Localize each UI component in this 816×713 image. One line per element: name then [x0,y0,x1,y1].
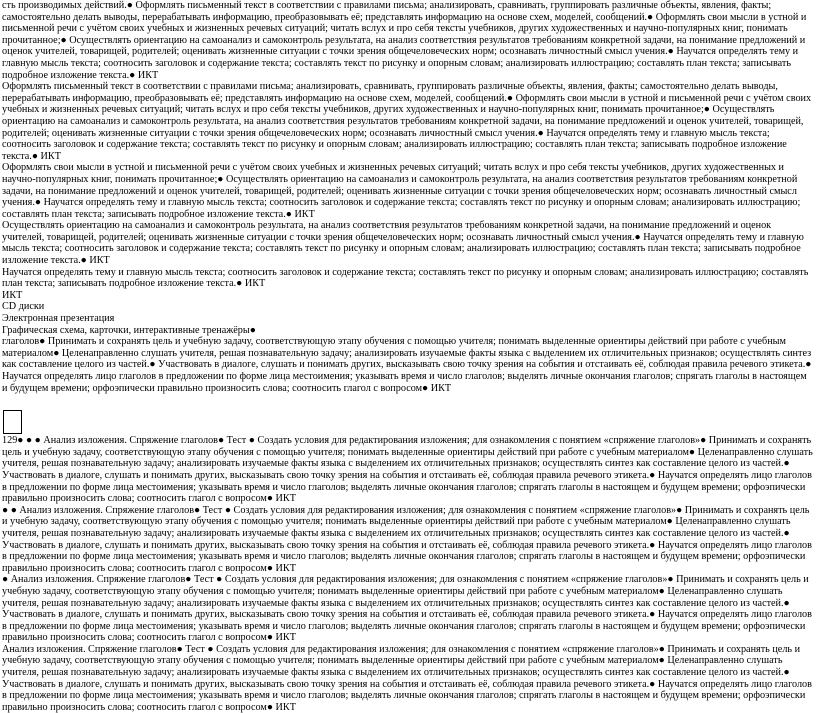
resource-cd-disks: CD диски [2,301,45,313]
text-block-results-5: Научатся определять тему и главную мысль текста; соотносить заголовок и содержание текста; составлять текст по рисунку и опорным словам; анализировать иллюстрацию; составлять план текста; записывать подробное изложение текста.● ИКТ [2,266,809,290]
text-block-lesson-129: 129● ● ● Анализ изложения. Спряжение глаголов● Тест ● Создать условия для редактирования изложения; для ознакомления с понятием «спряжение глаголов»● Принимать и сохранять цель и учебную задачу, соответствующую этапу обучения с помощью учителя; понимать выделенные ориентиры действий при работе с учебным материалом● Целенаправленно слушать учителя, решая познавательную задачу; анализировать изучаемые факты языка с выделением их отличительных признаков; осуществлять синтез как составление целого из частей.● Участвовать в диалоге, слушать и понимать других, высказывать свою точку зрения на события и отстаивать её, соблюдая правила речевого этикета.● Научатся определять лицо глаголов в предложении по форме лица местоимения; указывать время и число глаголов; выделять личные окончания глаголов; спрягать глаголы в настоящем и будущем времени; орфоэпически правильно произносить слова; соотносить глагол с вопросом● ИКТ [2,435,813,505]
resource-graphic-scheme: Графическая схема, карточки, интерактивные тренажёры● [2,324,256,336]
text-block-results-1: сть производимых действий.● Оформлять письменный текст в соответствии с правилами письма; анализировать, сравнивать, группировать различные объекты, явления, факты; самостоятельно делать выводы, перерабатывать информацию, преобразовывать её; представлять информацию на основе схем, моделей, сообщений.● Оформлять свои мысли в устной и письменной речи с учётом своих учебных и жизненных речевых ситуаций; читать вслух и про себя тексты учебников, других художественных и научно-популярных книг, понимать прочитанное;● Осуществлять ориентацию на самоанализ и самоконтроль результата, на анализ соответствия результатов требованиям конкретной задачи, на понимание предложений и оценок учителей, товарищей, родителей; оценивать жизненные ситуации с точки зрения общечеловеческих норм; осознавать личностный смысл учения.● Научатся определять тему и главную мысль текста; соотносить заголовок и содержание текста; составлять текст по рисунку и опорным словам; анализировать иллюстрацию; составлять план текста; записывать подробное изложение текста.● ИКТ [2,0,807,81]
text-block-results-4: Осуществлять ориентацию на самоанализ и самоконтроль результата, на анализ соответствия результатов требованиям конкретной задачи, на понимание предложений и оценок учителей, товарищей, родителей; оценивать жизненные ситуации с точки зрения общечеловеческих норм; осознавать личностный смысл учения.● Научатся определять тему и главную мысль текста; соотносить заголовок и содержание текста; составлять текст по рисунку и опорным словам; анализировать иллюстрацию; составлять план текста; записывать подробное изложение текста.● ИКТ [2,220,804,267]
text-block-results-3: Оформлять свои мысли в устной и письменной речи с учётом своих учебных и жизненных речевых ситуаций; читать вслух и про себя тексты учебников, других художественных и научно-популярных книг, понимать прочитанное;● Осуществлять ориентацию на самоанализ и самоконтроль результата, на анализ соответствия результатов требованиям конкретной задачи, на понимание предложений и оценок учителей, товарищей, родителей; оценивать жизненные ситуации с точки зрения общечеловеческих норм; осознавать личностный смысл учения.● Научатся определять тему и главную мысль текста; соотносить заголовок и содержание текста; составлять текст по рисунку и опорным словам; анализировать иллюстрацию; составлять план текста; записывать подробное изложение текста.● ИКТ [2,162,801,220]
text-block-verbs: глаголов● Принимать и сохранять цель и учебную задачу, соответствующую этапу обучения с помощью учителя; понимать выделенные ориентиры действий при работе с учебным материалом● Целенаправленно слушать учителя, решая познавательную задачу; анализировать изучаемые факты языка с выделением их отличительных признаков; осуществлять синтез как составление целого из частей.● Участвовать в диалоге, слушать и понимать других, высказывать свою точку зрения на события и отстаивать её, соблюдая правила речевого этикета.● Научатся определять лицо глаголов в предложении по форме лица местоимения; указывать время и число глаголов; выделять личные окончания глаголов; спрягать глаголы в настоящем и будущем времени; орфоэпически правильно произносить слова; соотносить глагол с вопросом● ИКТ [2,336,812,394]
image-placeholder [3,410,22,434]
document-page [2,0,813,713]
text-block-results-2: Оформлять письменный текст в соответствии с правилами письма; анализировать, сравнивать, группировать различные объекты, явления, факты; самостоятельно делать выводы, перерабатывать информацию, преобразовывать её; представлять информацию на основе схем, моделей, сообщений.● Оформлять свои мысли в устной и письменной речи с учётом своих учебных и жизненных речевых ситуаций; читать вслух и про себя тексты учебников, других художественных и научно-популярных книг, понимать прочитанное;● Осуществлять ориентацию на самоанализ и самоконтроль результата, на анализ соответствия результатов требованиям конкретной задачи, на понимание предложений и оценок учителей, товарищей, родителей; оценивать жизненные ситуации с точки зрения общечеловеческих норм; осознавать личностный смысл учения.● Научатся определять тему и главную мысль текста; соотносить заголовок и содержание текста; составлять текст по рисунку и опорным словам; анализировать иллюстрацию; составлять план текста; записывать подробное изложение текста.● ИКТ [2,81,812,162]
resource-ikt: ИКТ [2,289,23,301]
resource-presentation: Электронная презентация [2,313,115,325]
text-block-lesson-129-repeat-1: ● ● Анализ изложения. Спряжение глаголов● Тест ● Создать условия для редактирования изложения; для ознакомления с понятием «спряжение глаголов»● Принимать и сохранять цель и учебную задачу, соответствующую этапу обучения с помощью учителя; понимать выделенные ориентиры действий при работе с учебным материалом● Целенаправленно слушать учителя, решая познавательную задачу; анализировать изучаемые факты языка с выделением их отличительных признаков; осуществлять синтез как составление целого из частей.● Участвовать в диалоге, слушать и понимать других, высказывать свою точку зрения на события и отстаивать её, соблюдая правила речевого этикета.● Научатся определять лицо глаголов в предложении по форме лица местоимения; указывать время и число глаголов; выделять личные окончания глаголов; спрягать глаголы в настоящем и будущем времени; орфоэпически правильно произносить слова; соотносить глагол с вопросом● ИКТ [2,504,812,574]
text-block-lesson-129-repeat-3: Анализ изложения. Спряжение глаголов● Тест ● Создать условия для редактирования изложения; для ознакомления с понятием «спряжение глаголов»● Принимать и сохранять цель и учебную задачу, соответствующую этапу обучения с помощью учителя; понимать выделенные ориентиры действий при работе с учебным материалом● Целенаправленно слушать учителя, решая познавательную задачу; анализировать изучаемые факты языка с выделением их отличительных признаков; осуществлять синтез как составление целого из частей.● Участвовать в диалоге, слушать и понимать других, высказывать свою точку зрения на события и отстаивать её, соблюдая правила речевого этикета.● Научатся определять лицо глаголов в предложении по форме лица местоимения; указывать время и число глаголов; выделять личные окончания глаголов; спрягать глаголы в настоящем и будущем времени; орфоэпически правильно произносить слова; соотносить глагол с вопросом● ИКТ [2,643,812,713]
text-block-lesson-129-repeat-2: ● Анализ изложения. Спряжение глаголов● Тест ● Создать условия для редактирования изложения; для ознакомления с понятием «спряжение глаголов»● Принимать и сохранять цель и учебную задачу, соответствующую этапу обучения с помощью учителя; понимать выделенные ориентиры действий при работе с учебным материалом● Целенаправленно слушать учителя, решая познавательную задачу; анализировать изучаемые факты языка с выделением их отличительных признаков; осуществлять синтез как составление целого из частей.● Участвовать в диалоге, слушать и понимать других, высказывать свою точку зрения на события и отстаивать её, соблюдая правила речевого этикета.● Научатся определять лицо глаголов в предложении по форме лица местоимения; указывать время и число глаголов; выделять личные окончания глаголов; спрягать глаголы в настоящем и будущем времени; орфоэпически правильно произносить слова; соотносить глагол с вопросом● ИКТ [2,574,812,644]
